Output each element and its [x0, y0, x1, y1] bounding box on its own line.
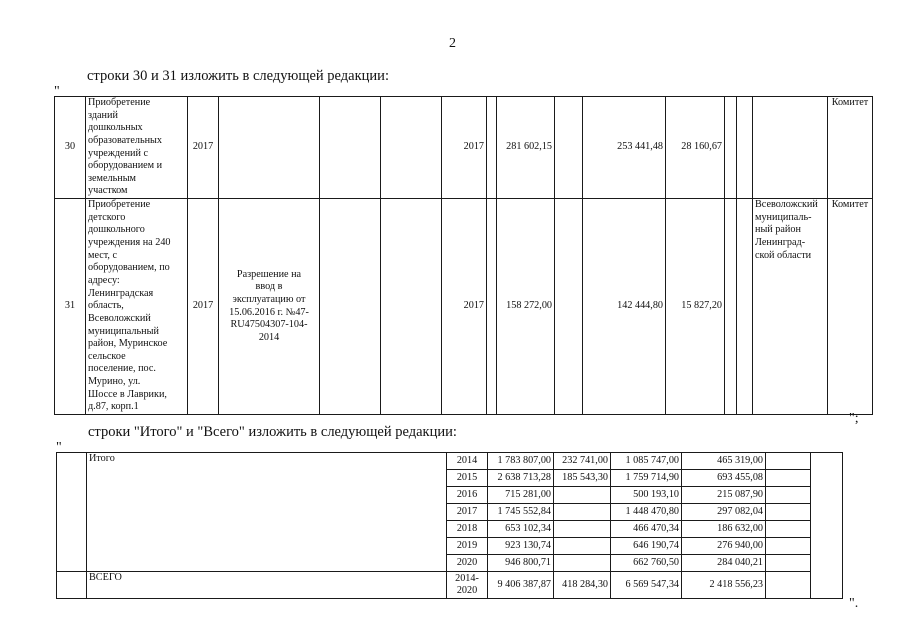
empty-cell: [487, 199, 497, 415]
committee-cell: Комитет: [828, 97, 873, 199]
empty-cell: [766, 538, 811, 555]
total-amount: 923 130,74: [488, 538, 554, 555]
federal-amount: [554, 521, 611, 538]
section1-close-quote: ";: [849, 411, 859, 426]
empty-cell: [381, 199, 442, 415]
empty-cell: [725, 97, 737, 199]
total-amount: 9 406 387,87: [488, 572, 554, 599]
total-amount: 281 602,15: [497, 97, 555, 199]
rows-30-31-table: [54, 96, 873, 415]
local-amount: 186 632,00: [682, 521, 766, 538]
federal-amount: [554, 487, 611, 504]
regional-amount: 1 085 747,00: [611, 453, 682, 470]
local-amount: 284 040,21: [682, 555, 766, 572]
vsego-label: ВСЕГО: [87, 572, 447, 599]
permit-cell: Разрешение на ввод в эксплуатацию от 15.06.2016 г. №47- RU47504307-104- 2014: [219, 199, 320, 415]
municipality-cell: Всеволожский муниципаль- ный район Ленинград- ской области: [753, 199, 828, 415]
local-amount: 15 827,20: [666, 199, 725, 415]
federal-amount: [554, 504, 611, 521]
federal-amount: 185 543,30: [554, 470, 611, 487]
table-row-total: [57, 572, 843, 599]
year-cell: 2018: [447, 521, 488, 538]
local-amount: 28 160,67: [666, 97, 725, 199]
total-amount: 2 638 713,28: [488, 470, 554, 487]
regional-amount: 1 448 470,80: [611, 504, 682, 521]
year-start: 2017: [188, 199, 219, 415]
itogo-label: Итого: [87, 453, 447, 572]
regional-amount: 6 569 547,34: [611, 572, 682, 599]
object-name: Приобретение зданий дошкольных образовательных учреждений с оборудованием и земельным участком: [86, 97, 188, 199]
regional-amount: 1 759 714,90: [611, 470, 682, 487]
section1-heading: строки 30 и 31 изложить в следующей редакции:: [87, 68, 389, 84]
empty-cell: [381, 97, 442, 199]
empty-cell: [555, 199, 583, 415]
section2-close-quote: ".: [849, 596, 859, 611]
empty-cell: [766, 521, 811, 538]
section2-heading: строки "Итого" и "Всего" изложить в следующей редакции:: [88, 424, 457, 440]
empty-cell: [737, 199, 753, 415]
year-start: 2017: [188, 97, 219, 199]
empty-cell: [57, 453, 87, 572]
empty-cell: [766, 504, 811, 521]
empty-cell: [766, 572, 811, 599]
local-amount: 2 418 556,23: [682, 572, 766, 599]
federal-amount: 418 284,30: [554, 572, 611, 599]
empty-cell: [766, 453, 811, 470]
empty-cell: [766, 555, 811, 572]
regional-amount: 466 470,34: [611, 521, 682, 538]
total-amount: 715 281,00: [488, 487, 554, 504]
total-amount: 1 783 807,00: [488, 453, 554, 470]
year-cell: 2017: [447, 504, 488, 521]
object-name: Приобретение детского дошкольного учреждения на 240 мест, с оборудованием, по адресу: Ленинградская область, Всеволожский муниципальный район, Муринское сельское поселение, пос. Мурино, ул. Шоссе в Лаврики, д.87, корп.1: [86, 199, 188, 415]
empty-cell: [57, 572, 87, 599]
table-row: [57, 453, 843, 470]
empty-cell: [811, 453, 843, 599]
empty-cell: [320, 97, 381, 199]
regional-amount: 142 444,80: [583, 199, 666, 415]
federal-amount: 232 741,00: [554, 453, 611, 470]
table-row: [55, 199, 873, 415]
empty-cell: [320, 199, 381, 415]
row-number: 31: [55, 199, 86, 415]
regional-amount: 662 760,50: [611, 555, 682, 572]
empty-cell: [487, 97, 497, 199]
empty-cell: [737, 97, 753, 199]
local-amount: 693 455,08: [682, 470, 766, 487]
local-amount: 215 087,90: [682, 487, 766, 504]
row-number: 30: [55, 97, 86, 199]
federal-amount: [554, 555, 611, 572]
total-amount: 653 102,34: [488, 521, 554, 538]
year-cell: 2019: [447, 538, 488, 555]
table-row: [55, 97, 873, 199]
total-amount: 1 745 552,84: [488, 504, 554, 521]
section2-open-quote: ": [56, 440, 62, 455]
page-number: 2: [449, 36, 456, 51]
year-cell: 2015: [447, 470, 488, 487]
year-cell: 2014: [447, 453, 488, 470]
totals-table: [56, 452, 843, 599]
permit-cell: [219, 97, 320, 199]
empty-cell: [725, 199, 737, 415]
year-end: 2017: [442, 97, 487, 199]
year-cell: 2020: [447, 555, 488, 572]
regional-amount: 253 441,48: [583, 97, 666, 199]
year-cell: 2016: [447, 487, 488, 504]
local-amount: 276 940,00: [682, 538, 766, 555]
empty-cell: [766, 487, 811, 504]
section1-open-quote: ": [54, 84, 60, 99]
local-amount: 465 319,00: [682, 453, 766, 470]
municipality-cell: [753, 97, 828, 199]
regional-amount: 646 190,74: [611, 538, 682, 555]
year-range: 2014- 2020: [447, 572, 488, 599]
regional-amount: 500 193,10: [611, 487, 682, 504]
local-amount: 297 082,04: [682, 504, 766, 521]
total-amount: 946 800,71: [488, 555, 554, 572]
year-end: 2017: [442, 199, 487, 415]
total-amount: 158 272,00: [497, 199, 555, 415]
federal-amount: [554, 538, 611, 555]
committee-cell: Комитет: [828, 199, 873, 415]
empty-cell: [555, 97, 583, 199]
empty-cell: [766, 470, 811, 487]
